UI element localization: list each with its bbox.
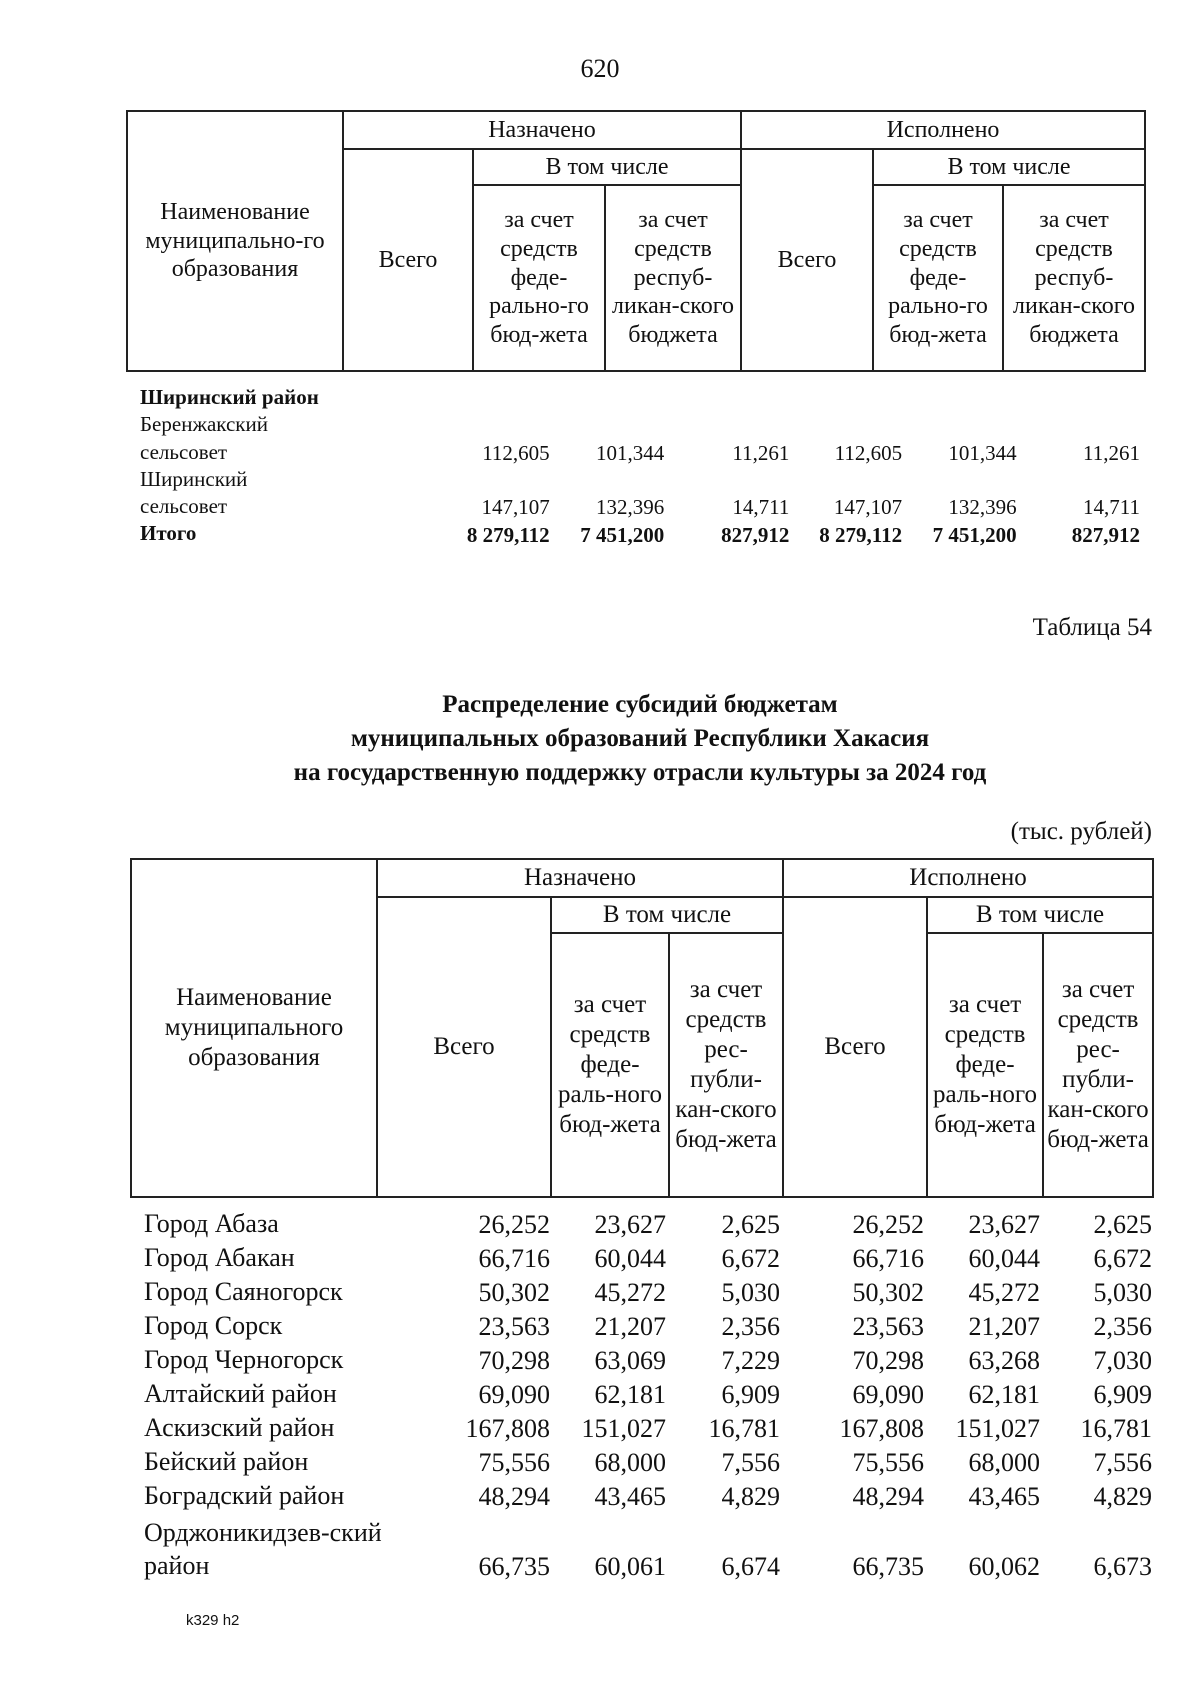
cell-executed-federal: 62,181 [968, 1380, 1040, 1409]
table1-name-header: Наименование муниципально-го образования [127, 111, 343, 371]
cell-assigned-republic: 7,556 [721, 1448, 780, 1477]
cell-executed-federal: 151,027 [955, 1414, 1040, 1443]
cell-assigned-republic: 11,261 [732, 440, 790, 465]
table2-assigned-republic-header: за счет средств рес-публи-кан-ского бюд-жета [669, 933, 783, 1197]
table-row [144, 1512, 1154, 1582]
table2-assigned-total-header: Всего [377, 897, 551, 1197]
cell-assigned-republic: 2,625 [721, 1210, 780, 1239]
cell-assigned-republic: 2,356 [721, 1312, 780, 1341]
table1-assigned-total-header: Всего [343, 149, 473, 371]
cell-executed-federal: 43,465 [968, 1482, 1040, 1511]
cell-executed-federal: 101,344 [948, 440, 1017, 465]
cell-assigned-federal: 45,272 [594, 1278, 666, 1307]
cell-assigned-total: 26,252 [478, 1210, 550, 1239]
table2-executed-republic-header: за счет средств рес-публи-кан-ского бюд-жета [1043, 933, 1153, 1197]
cell-assigned-republic: 827,912 [721, 522, 790, 547]
cell-executed-total: 112,605 [834, 440, 903, 465]
cell-assigned-total: 167,808 [465, 1414, 550, 1443]
cell-executed-republic: 4,829 [1093, 1482, 1152, 1511]
table2-executed-including-header: В том числе [927, 897, 1153, 933]
document-title [0, 688, 1200, 790]
cell-assigned-federal: 101,344 [595, 440, 665, 465]
cell-assigned-republic: 16,781 [708, 1414, 780, 1443]
cell-executed-republic: 2,625 [1093, 1210, 1152, 1239]
row-name: Орджоникидзев-ский район [144, 1518, 382, 1580]
footer-code: k329 h2 [186, 1612, 240, 1629]
cell-executed-total: 23,563 [852, 1312, 924, 1341]
cell-assigned-total: 23,563 [478, 1312, 550, 1341]
cell-assigned-republic: 7,229 [721, 1346, 780, 1375]
cell-assigned-federal: 7 451,200 [580, 522, 665, 547]
row-name: Итого [140, 521, 197, 546]
table-row [140, 384, 1140, 411]
table1-body [140, 384, 1140, 548]
unit-label: (тыс. рублей) [1010, 818, 1152, 845]
table2-executed-header: Исполнено [783, 859, 1153, 897]
table-row [144, 1274, 1154, 1308]
cell-assigned-federal: 62,181 [594, 1380, 666, 1409]
row-name: Город Абаза [144, 1209, 279, 1238]
cell-executed-federal: 132,396 [948, 495, 1017, 520]
table1-executed-including-header: В том числе [873, 149, 1145, 185]
cell-executed-total: 26,252 [852, 1210, 924, 1239]
table-row [144, 1206, 1154, 1240]
table-row [140, 520, 1140, 547]
cell-executed-federal: 60,062 [968, 1552, 1040, 1581]
table2-executed-total-header: Всего [783, 897, 927, 1197]
table-row [144, 1342, 1154, 1376]
row-name: Ширинский район [140, 385, 319, 409]
cell-executed-republic: 14,711 [1083, 495, 1140, 520]
cell-assigned-republic: 14,711 [732, 495, 790, 520]
cell-executed-republic: 7,556 [1093, 1448, 1152, 1477]
table2-assigned-header: Назначено [377, 859, 783, 897]
table1-executed-republic-header: за счет средств респуб-ликан-ского бюджета [1003, 185, 1145, 371]
cell-executed-total: 66,735 [852, 1552, 924, 1581]
cell-executed-republic: 7,030 [1093, 1346, 1152, 1375]
table-row [144, 1308, 1154, 1342]
row-name: Боградский район [144, 1481, 345, 1510]
cell-executed-federal: 21,207 [968, 1312, 1040, 1341]
cell-executed-republic: 5,030 [1093, 1278, 1152, 1307]
cell-assigned-republic: 6,674 [721, 1552, 780, 1581]
cell-assigned-total: 75,556 [478, 1448, 550, 1477]
cell-assigned-total: 66,735 [478, 1552, 550, 1581]
table1-assigned-including-header: В том числе [473, 149, 741, 185]
page-number: 620 [580, 54, 620, 83]
table1-executed-federal-header: за счет средств феде-рально-го бюд-жета [873, 185, 1003, 371]
table-row [144, 1478, 1154, 1512]
cell-executed-total: 75,556 [852, 1448, 924, 1477]
cell-assigned-total: 48,294 [478, 1482, 550, 1511]
table2-name-header: Наименование муниципального образования [131, 859, 377, 1197]
cell-executed-republic: 2,356 [1093, 1312, 1152, 1341]
cell-executed-total: 66,716 [852, 1244, 924, 1273]
table2-executed-federal-header: за счет средств феде-раль-ного бюд-жета [927, 933, 1043, 1197]
cell-executed-total: 8 279,112 [819, 522, 903, 547]
row-name: Беренжакский сельсовет [140, 412, 268, 464]
cell-assigned-total: 147,107 [481, 495, 550, 520]
table2-header [130, 858, 1154, 1198]
cell-assigned-federal: 68,000 [594, 1448, 666, 1477]
table1-executed-total-header: Всего [741, 149, 873, 371]
cell-assigned-federal: 151,027 [581, 1414, 666, 1443]
table1-assigned-federal-header: за счет средств феде-рально-го бюд-жета [473, 185, 605, 371]
table-row [140, 466, 1140, 521]
cell-assigned-total: 50,302 [478, 1278, 550, 1307]
cell-assigned-federal: 23,627 [594, 1210, 666, 1239]
table2-assigned-including-header: В том числе [551, 897, 783, 933]
cell-executed-total: 147,107 [833, 495, 903, 520]
cell-assigned-federal: 43,465 [594, 1482, 666, 1511]
cell-assigned-republic: 4,829 [721, 1482, 780, 1511]
row-name: Ширинский сельсовет [140, 466, 248, 519]
row-name: Аскизский район [144, 1413, 335, 1442]
cell-assigned-republic: 5,030 [721, 1278, 780, 1307]
table-row [144, 1410, 1154, 1444]
cell-assigned-republic: 6,909 [721, 1380, 780, 1409]
row-name: Алтайский район [144, 1379, 337, 1408]
table1-assigned-header: Назначено [343, 111, 741, 149]
cell-assigned-federal: 132,396 [595, 495, 665, 520]
cell-executed-federal: 60,044 [968, 1244, 1040, 1273]
cell-executed-republic: 11,261 [1083, 440, 1140, 465]
cell-assigned-federal: 60,061 [594, 1552, 666, 1581]
cell-executed-republic: 827,912 [1071, 522, 1140, 547]
table-row [144, 1240, 1154, 1274]
row-name: Город Саяногорск [144, 1277, 343, 1306]
cell-executed-total: 69,090 [852, 1380, 924, 1409]
row-name: Город Абакан [144, 1243, 295, 1272]
row-name: Город Черногорск [144, 1345, 344, 1374]
title-line-2: муниципальных образований Республики Хакасия [350, 725, 930, 752]
cell-assigned-republic: 6,672 [721, 1244, 780, 1273]
cell-executed-federal: 63,268 [968, 1346, 1040, 1375]
cell-executed-republic: 16,781 [1080, 1414, 1152, 1443]
title-line-1: Распределение субсидий бюджетам [442, 691, 838, 718]
cell-executed-total: 70,298 [852, 1346, 924, 1375]
row-name: Город Сорск [144, 1311, 283, 1340]
table-number: Таблица 54 [1032, 614, 1152, 641]
cell-executed-federal: 7 451,200 [932, 522, 1017, 547]
cell-executed-republic: 6,909 [1093, 1380, 1152, 1409]
table1-assigned-republic-header: за счет средств респуб-ликан-ского бюджета [605, 185, 741, 371]
table1-executed-header: Исполнено [741, 111, 1145, 149]
cell-executed-federal: 45,272 [968, 1278, 1040, 1307]
table1-header [126, 110, 1146, 372]
cell-executed-federal: 68,000 [968, 1448, 1040, 1477]
table-row [144, 1444, 1154, 1478]
table2-assigned-federal-header: за счет средств феде-раль-ного бюд-жета [551, 933, 669, 1197]
title-line-3: на государственную поддержку отрасли культуры за 2024 год [293, 759, 987, 786]
cell-executed-federal: 23,627 [968, 1210, 1040, 1239]
cell-executed-republic: 6,672 [1093, 1244, 1152, 1273]
table2-body [144, 1206, 1154, 1582]
cell-assigned-federal: 60,044 [594, 1244, 666, 1273]
cell-assigned-total: 112,605 [482, 440, 550, 465]
table-row [140, 411, 1140, 466]
cell-executed-total: 48,294 [852, 1482, 924, 1511]
cell-assigned-total: 8 279,112 [466, 522, 550, 547]
cell-executed-total: 50,302 [852, 1278, 924, 1307]
cell-assigned-federal: 21,207 [594, 1312, 666, 1341]
cell-assigned-total: 66,716 [478, 1244, 550, 1273]
cell-assigned-total: 70,298 [478, 1346, 550, 1375]
row-name: Бейский район [144, 1447, 309, 1476]
cell-assigned-federal: 63,069 [594, 1346, 666, 1375]
cell-executed-republic: 6,673 [1093, 1552, 1152, 1581]
table-row [144, 1376, 1154, 1410]
cell-assigned-total: 69,090 [478, 1380, 550, 1409]
cell-executed-total: 167,808 [839, 1414, 924, 1443]
